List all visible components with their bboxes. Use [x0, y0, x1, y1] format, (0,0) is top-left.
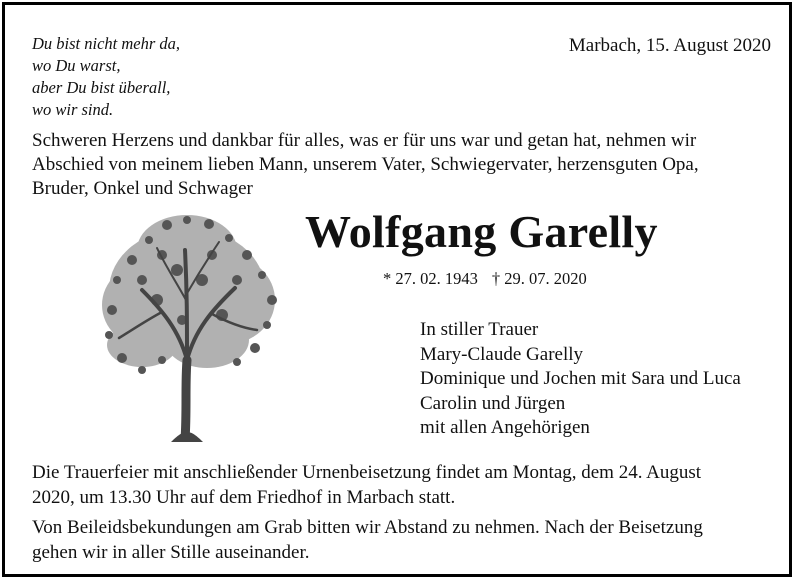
- poem-line: Du bist nicht mehr da,: [32, 34, 181, 53]
- funeral-line: 2020, um 13.30 Uhr auf dem Friedhof in Marbach statt.: [32, 486, 456, 508]
- obituary-notice: [2, 2, 792, 577]
- intro-text: [32, 129, 777, 201]
- request-line: gehen wir in aller Stille auseinander.: [32, 541, 310, 563]
- funeral-info: [32, 461, 777, 510]
- mourners-list: [420, 318, 741, 441]
- poem: [32, 33, 180, 121]
- mourners-line: Carolin und Jürgen: [420, 392, 566, 414]
- condolence-request: [32, 516, 777, 565]
- mourners-line: mit allen Angehörigen: [420, 417, 590, 438]
- intro-line: Abschied von meinem lieben Mann, unserem Vater, Schwiegervater, herzensguten Opa,: [32, 154, 699, 175]
- poem-line: wo Du warst,: [32, 56, 121, 75]
- tree-icon: [87, 210, 287, 442]
- mourners-line: In stiller Trauer: [420, 319, 539, 340]
- poem-line: wo wir sind.: [32, 100, 114, 119]
- funeral-line: Die Trauerfeier mit anschließender Urnenbeisetzung findet am Montag, dem 24. August: [32, 462, 702, 483]
- birth-date: * 27. 02. 1943: [383, 269, 478, 288]
- death-date: † 29. 07. 2020: [491, 269, 587, 288]
- mourners-line: Dominique und Jochen mit Sara und Luca: [420, 368, 741, 389]
- mourners-line: Mary-Claude Garelly: [420, 343, 584, 365]
- poem-line: aber Du bist überall,: [32, 78, 171, 97]
- intro-line: Bruder, Onkel und Schwager: [32, 178, 253, 199]
- intro-line: Schweren Herzens und dankbar für alles, was er für uns war und getan hat, nehmen wir: [32, 130, 697, 151]
- place-and-date: Marbach, 15. August 2020: [568, 35, 771, 56]
- life-dates: [383, 269, 587, 289]
- request-line: Von Beileidsbekundungen am Grab bitten wir Abstand zu nehmen. Nach der Beisetzung: [32, 517, 703, 538]
- deceased-name: Wolfgang Garelly: [305, 206, 658, 257]
